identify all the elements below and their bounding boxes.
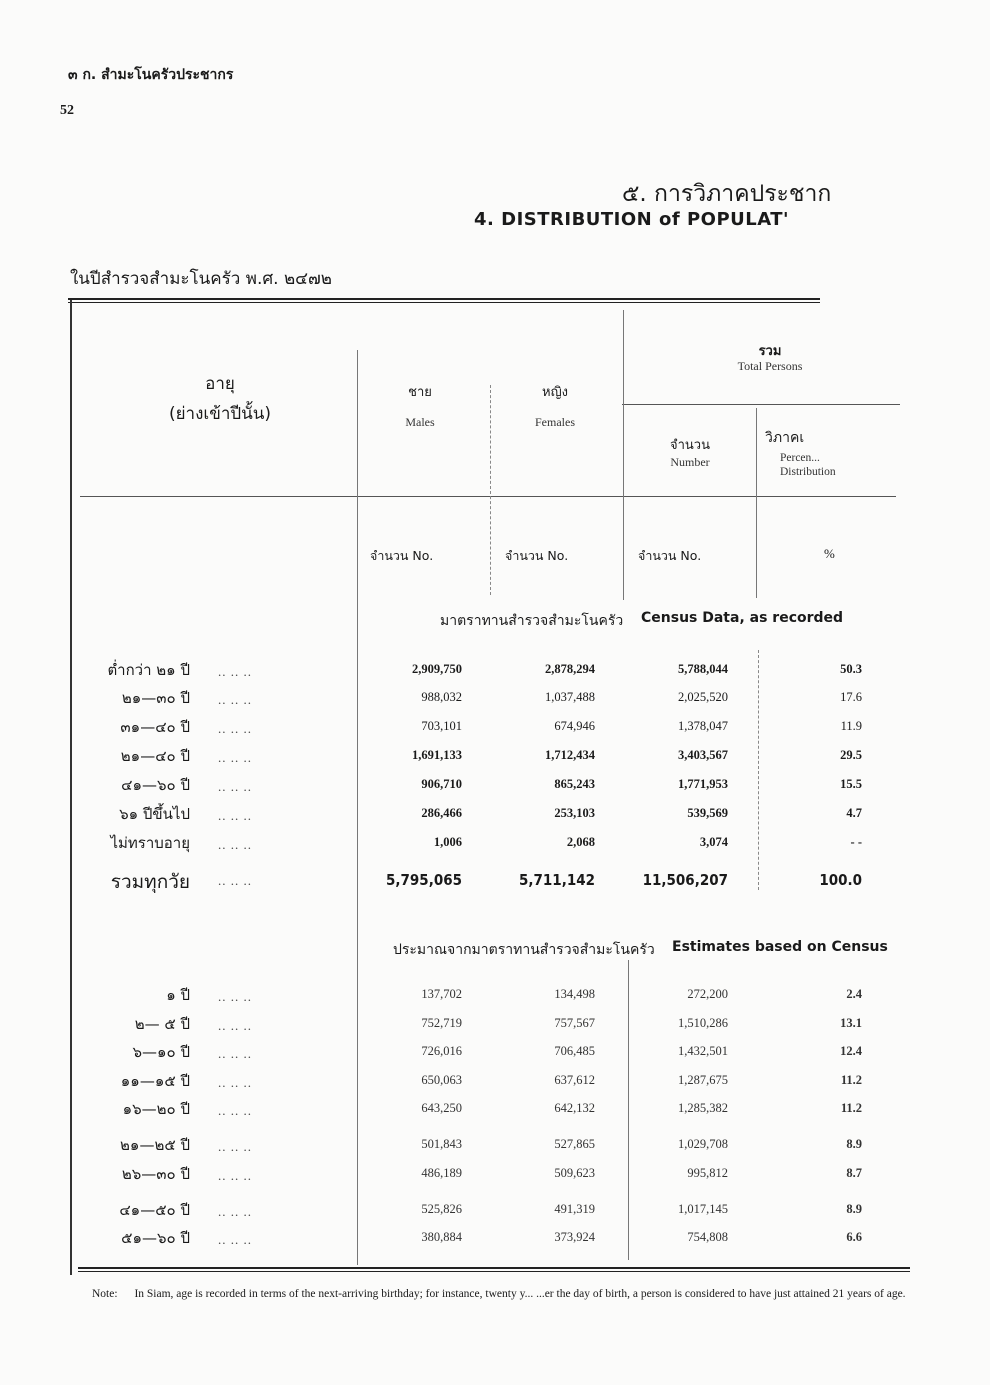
- col-sep-number: [756, 408, 757, 598]
- row-pct-value: 29.5: [840, 748, 862, 762]
- row-pct-value: 8.9: [846, 1137, 862, 1151]
- pct-header-thai: วิภาคเ: [765, 430, 805, 446]
- row-leader-dots: .. .. ..: [218, 837, 252, 852]
- row-males-value: 486,189: [421, 1166, 462, 1180]
- row-pct-value: 100.0: [819, 871, 862, 889]
- col-sep-males: [490, 385, 491, 595]
- footnote-text: In Siam, age is recorded in terms of the next-arriving birthday; for instance, twenty y... ...er the day of birth, a person is considered to have just attained 21 years of age.: [134, 1288, 906, 1300]
- row-males-value: 525,826: [421, 1202, 462, 1216]
- col-sep-number-2: [758, 650, 759, 890]
- row-females-value: 491,319: [554, 1202, 595, 1216]
- row-leader-dots: .. .. ..: [218, 779, 252, 794]
- row-pct-value: 11.9: [840, 719, 862, 733]
- section1-title-thai: มาตราทานสำรวจสำมะโนครัว: [440, 613, 624, 629]
- row-females-value: 637,612: [554, 1073, 595, 1087]
- row-age-label: ๑ ปี: [166, 986, 190, 1004]
- age-header-sub: (ย่างเข้าปีนั้น): [168, 404, 272, 424]
- row-age-label: ๓๑—๔๐ ปี: [120, 718, 190, 736]
- number-header-thai: จำนวน: [670, 438, 710, 453]
- females-unit: จำนวน No.: [505, 548, 569, 563]
- row-total-value: 539,569: [687, 806, 728, 820]
- col-sep-age: [357, 350, 358, 1265]
- row-pct-value: 6.6: [846, 1230, 862, 1244]
- row-total-value: 2,025,520: [678, 690, 728, 704]
- row-age-label: ต่ำกว่า ๒๑ ปี: [107, 661, 190, 679]
- row-leader-dots: .. .. ..: [218, 1139, 252, 1154]
- row-females-value: 2,068: [566, 835, 595, 849]
- row-pct-value: 8.9: [846, 1202, 862, 1216]
- row-age-label: ๑๑—๑๕ ปี: [120, 1072, 190, 1090]
- row-age-label: ๒๑—๒๕ ปี: [120, 1136, 190, 1154]
- row-age-label: ๔๑—๖๐ ปี: [121, 776, 190, 794]
- page-number: 52: [60, 103, 74, 118]
- row-females-value: 1,712,434: [545, 748, 595, 762]
- females-header-thai: หญิง: [542, 385, 568, 400]
- row-age-label: ๑๖—๒๐ ปี: [122, 1100, 190, 1118]
- section1-title-en: Census Data, as recorded: [641, 610, 844, 626]
- row-leader-dots: .. .. ..: [218, 808, 252, 823]
- table-bottom-rule: [78, 1267, 910, 1269]
- row-leader-dots: .. .. ..: [218, 692, 252, 707]
- row-leader-dots: .. .. ..: [218, 1232, 252, 1247]
- row-females-value: 5,711,142: [519, 871, 595, 889]
- row-total-value: 1,510,286: [678, 1016, 728, 1030]
- row-males-value: 703,101: [421, 719, 462, 733]
- row-leader-dots: .. .. ..: [218, 1075, 252, 1090]
- english-title: 4. DISTRIBUTION of POPULAT': [474, 209, 790, 230]
- row-males-value: 501,843: [421, 1137, 462, 1151]
- row-leader-dots: .. .. ..: [218, 1018, 252, 1033]
- row-pct-value: 17.6: [840, 690, 862, 704]
- footnote: [92, 1283, 912, 1305]
- row-age-label: ไม่ทราบอายุ: [110, 834, 190, 852]
- females-header-en: Females: [535, 415, 575, 429]
- row-males-value: 286,466: [421, 806, 462, 820]
- row-age-label: ๖—๑๐ ปี: [132, 1043, 190, 1061]
- row-age-label: ๔๑—๕๐ ปี: [119, 1201, 190, 1219]
- number-unit: จำนวน No.: [638, 548, 702, 563]
- total-header-divider: [622, 404, 900, 405]
- pct-unit: %: [824, 546, 835, 561]
- row-pct-value: 13.1: [840, 1016, 862, 1030]
- row-leader-dots: .. .. ..: [218, 1204, 252, 1219]
- row-pct-value: 4.7: [846, 806, 862, 820]
- row-females-value: 2,878,294: [545, 662, 595, 676]
- row-total-value: 5,788,044: [678, 662, 728, 676]
- row-females-value: 253,103: [554, 806, 595, 820]
- row-total-value: 3,074: [699, 835, 728, 849]
- col-sep-females: [623, 310, 624, 600]
- row-males-value: 988,032: [421, 690, 462, 704]
- row-total-value: 1,378,047: [678, 719, 728, 733]
- row-total-value: 3,403,567: [678, 748, 728, 762]
- age-header: อายุ: [205, 374, 235, 394]
- row-age-label: รวมทุกวัย: [110, 871, 190, 893]
- row-pct-value: 8.7: [846, 1166, 862, 1180]
- row-females-value: 509,623: [554, 1166, 595, 1180]
- row-females-value: 865,243: [554, 777, 595, 791]
- row-females-value: 674,946: [554, 719, 595, 733]
- page-header-ref: ๓ ก. สำมะโนครัวประชากร: [68, 67, 234, 83]
- row-males-value: 650,063: [421, 1073, 462, 1087]
- header-divider: [80, 496, 896, 497]
- row-total-value: 1,029,708: [678, 1137, 728, 1151]
- row-females-value: 706,485: [554, 1044, 595, 1058]
- row-females-value: 642,132: [554, 1101, 595, 1115]
- row-females-value: 1,037,488: [545, 690, 595, 704]
- row-leader-dots: .. .. ..: [218, 1046, 252, 1061]
- row-pct-value: 2.4: [846, 987, 862, 1001]
- row-age-label: ๒๑—๔๐ ปี: [120, 747, 190, 765]
- row-age-label: ๖๑ ปีขึ้นไป: [119, 805, 190, 823]
- row-males-value: 1,006: [433, 835, 462, 849]
- row-leader-dots: .. .. ..: [218, 873, 252, 888]
- thai-title: ๕. การวิภาคประชาก: [622, 181, 832, 207]
- row-age-label: ๒— ๕ ปี: [134, 1015, 190, 1033]
- row-females-value: 527,865: [554, 1137, 595, 1151]
- row-total-value: 1,285,382: [678, 1101, 728, 1115]
- row-total-value: 1,771,953: [678, 777, 728, 791]
- row-total-value: 11,506,207: [642, 871, 728, 889]
- row-total-value: 995,812: [687, 1166, 728, 1180]
- males-header-en: Males: [405, 415, 435, 429]
- row-leader-dots: .. .. ..: [218, 664, 252, 679]
- row-males-value: 2,909,750: [412, 662, 462, 676]
- section2-title-thai: ประมาณจากมาตราทานสำรวจสำมะโนครัว: [393, 942, 655, 958]
- table-top-rule: [68, 298, 820, 300]
- row-total-value: 1,287,675: [678, 1073, 728, 1087]
- row-females-value: 373,924: [554, 1230, 595, 1244]
- row-total-value: 1,017,145: [678, 1202, 728, 1216]
- row-age-label: ๕๑—๖๐ ปี: [121, 1229, 190, 1247]
- section2-title-en: Estimates based on Census: [672, 939, 888, 955]
- males-header-thai: ชาย: [408, 385, 432, 400]
- row-leader-dots: .. .. ..: [218, 721, 252, 736]
- row-age-label: ๒๖—๓๐ ปี: [121, 1165, 190, 1183]
- row-males-value: 137,702: [421, 987, 462, 1001]
- row-males-value: 380,884: [421, 1230, 462, 1244]
- row-males-value: 1,691,133: [412, 748, 462, 762]
- row-pct-value: - -: [850, 835, 862, 849]
- subtitle: ในปีสำรวจสำมะโนครัว พ.ศ. ๒๔๗๒: [70, 269, 333, 289]
- table-bottom-rule-2: [78, 1271, 910, 1272]
- row-males-value: 726,016: [421, 1044, 462, 1058]
- row-females-value: 757,567: [554, 1016, 595, 1030]
- footnote-label: Note:: [92, 1288, 118, 1300]
- table-top-rule-2: [68, 302, 820, 303]
- row-total-value: 1,432,501: [678, 1044, 728, 1058]
- row-males-value: 643,250: [421, 1101, 462, 1115]
- row-males-value: 5,795,065: [386, 871, 462, 889]
- row-pct-value: 11.2: [840, 1101, 862, 1115]
- row-pct-value: 50.3: [840, 662, 862, 676]
- row-males-value: 906,710: [421, 777, 462, 791]
- total-header-thai: รวม: [758, 344, 782, 359]
- row-pct-value: 12.4: [840, 1044, 862, 1058]
- males-unit: จำนวน No.: [370, 548, 434, 563]
- number-header-en: Number: [670, 455, 710, 469]
- row-leader-dots: .. .. ..: [218, 1103, 252, 1118]
- row-total-value: 272,200: [687, 987, 728, 1001]
- pct-header-en-1: Percen...: [780, 452, 820, 464]
- row-age-label: ๒๑—๓๐ ปี: [121, 689, 190, 707]
- row-pct-value: 11.2: [840, 1073, 862, 1087]
- row-leader-dots: .. .. ..: [218, 989, 252, 1004]
- row-pct-value: 15.5: [840, 777, 862, 791]
- row-leader-dots: .. .. ..: [218, 750, 252, 765]
- pct-header-en-2: Distribution: [780, 466, 836, 478]
- row-total-value: 754,808: [687, 1230, 728, 1244]
- row-leader-dots: .. .. ..: [218, 1168, 252, 1183]
- row-males-value: 752,719: [421, 1016, 462, 1030]
- total-header-en: Total Persons: [737, 359, 803, 373]
- row-females-value: 134,498: [554, 987, 595, 1001]
